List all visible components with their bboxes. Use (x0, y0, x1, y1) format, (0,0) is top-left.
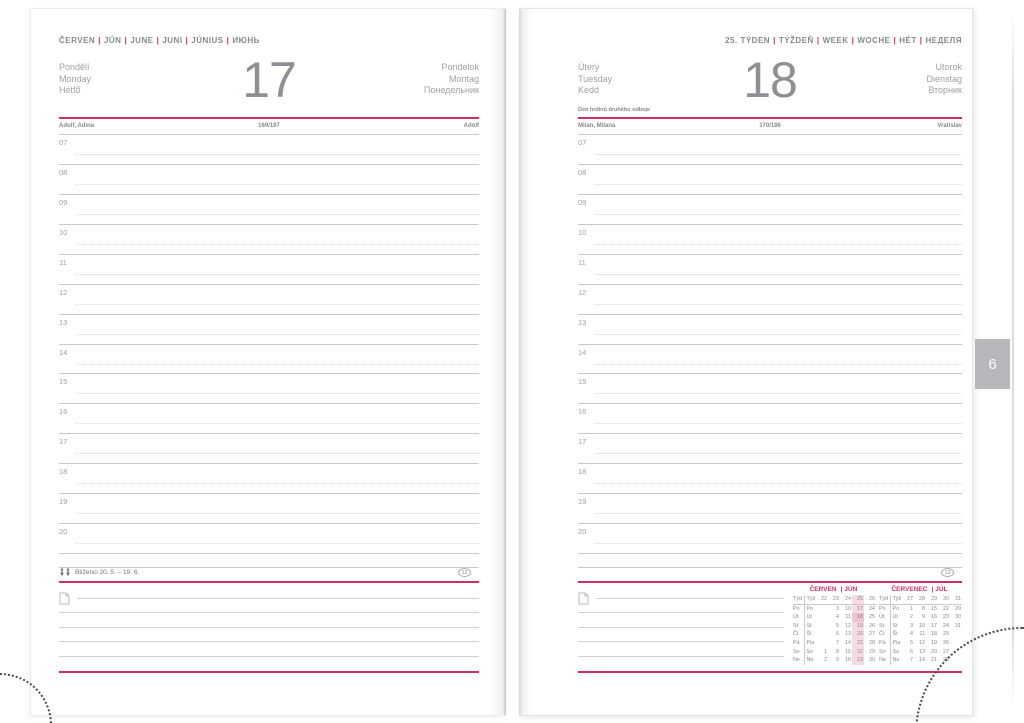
calendar-day-cell: 10 (845, 605, 851, 612)
header-word: ИЮНЬ (232, 36, 260, 45)
half-hour-line (76, 393, 479, 394)
pipe-separator: | (919, 36, 923, 45)
day-label-cz: Po (793, 605, 800, 612)
hour-label: 08 (59, 167, 68, 177)
nameday-row (59, 121, 479, 133)
note-line (578, 627, 784, 628)
note-line (77, 598, 479, 599)
day-label-sk: Ne (890, 656, 902, 665)
hour-label: 20 (59, 527, 68, 537)
calendar-day-cell: 22 (852, 648, 864, 657)
note-line (578, 641, 784, 642)
calendar-day-cell: 16 (845, 657, 851, 664)
hour-label: 19 (59, 497, 68, 507)
calendar-day-cell: 28 (943, 657, 949, 664)
hour-row (59, 344, 479, 374)
day-label-sk: Pia (804, 639, 816, 648)
notes-area (59, 590, 479, 665)
hour-label: 14 (578, 347, 587, 357)
half-hour-line (76, 453, 479, 454)
calendar-day-cell (816, 639, 828, 648)
hour-label: 15 (59, 377, 68, 387)
calendar-day-cell: 26 (869, 622, 875, 629)
hour-label: 13 (59, 317, 68, 327)
day-label-sk: So (890, 648, 902, 657)
day-name: Utorok (935, 62, 962, 72)
week-label: Týž (890, 595, 902, 604)
zodiac-label: Blíženci 20. 5. – 19. 6. (75, 569, 140, 576)
note-line (59, 627, 479, 628)
day-label-cz: St (879, 622, 885, 629)
pipe-separator: | (931, 586, 934, 593)
day-name: Pondelok (441, 62, 479, 72)
calendar-day-cell: 4 (836, 614, 839, 621)
hour-label: 17 (578, 437, 587, 447)
header-word: НЕДЕЛЯ (925, 36, 962, 45)
hour-row (578, 224, 962, 254)
hour-row (578, 493, 962, 523)
calendar-day-cell: 1 (824, 648, 827, 655)
hour-row (578, 523, 962, 553)
day-name: Вторник (928, 85, 962, 95)
hour-label: 07 (59, 138, 68, 147)
header-word: HÉT (899, 36, 917, 45)
calendar-day-cell: 15 (845, 648, 851, 655)
hour-label: 14 (59, 347, 68, 357)
hour-label: 08 (578, 167, 587, 177)
day-label-sk: Ut (890, 613, 902, 622)
day-label-cz: Pá (793, 639, 800, 646)
week-number-cell: 28 (914, 595, 926, 604)
hour-label: 10 (59, 227, 68, 237)
day-of-year-counter: 170/196 (759, 123, 781, 129)
calendar-day-cell: 19 (931, 639, 937, 646)
calendar-day-cell: 25 (943, 631, 949, 638)
hour-label: 16 (578, 407, 587, 417)
hour-row (59, 254, 479, 284)
calendar-day-cell: 12 (845, 622, 851, 629)
header-word: JÚNIUS (191, 36, 224, 45)
zodiac-row (59, 565, 479, 580)
note-line (59, 641, 479, 642)
day-name: Monday (59, 73, 92, 84)
pipe-separator: | (156, 36, 160, 45)
calendar-day-cell: 9 (836, 657, 839, 664)
hour-label: 07 (578, 138, 587, 147)
calendar-day-cell: 9 (922, 614, 925, 621)
week-number-cell: 26 (864, 595, 876, 604)
calendar-day-cell: 1 (910, 605, 913, 612)
nameday-slovak: Vratislav (937, 123, 962, 129)
week-number-cell: 29 (926, 595, 938, 604)
hour-row (578, 463, 962, 493)
calendar-day-cell: 29 (955, 605, 961, 612)
accent-rule-top (59, 117, 479, 119)
header-word: ČERVENEC (891, 586, 928, 593)
week-label: Týd (793, 595, 804, 604)
calendar-day-row (879, 613, 962, 622)
calendar-day-cell: 10 (919, 622, 925, 629)
mini-calendar (793, 584, 876, 671)
calendar-day-cell: 20 (852, 630, 864, 639)
half-hour-line (595, 334, 962, 335)
note-page-icon (578, 592, 589, 605)
calendar-day-cell: 3 (910, 622, 913, 629)
half-hour-line (595, 543, 962, 544)
accent-rule-middle (578, 581, 962, 583)
hour-label: 11 (59, 257, 67, 267)
day-label-cz: Čt (879, 631, 885, 638)
calendar-day-cell (950, 630, 962, 639)
hour-label: 09 (59, 197, 68, 207)
day-label-cz: Ne (879, 657, 886, 664)
half-hour-line (76, 543, 479, 544)
hour-row (59, 433, 479, 463)
pipe-separator: | (185, 36, 189, 45)
pipe-separator: | (98, 36, 101, 45)
hour-row (59, 373, 479, 403)
calendar-day-row (879, 622, 962, 631)
half-hour-line (76, 154, 479, 155)
calendar-day-cell: 30 (869, 657, 875, 664)
calendar-day-cell: 18 (852, 613, 864, 622)
hour-schedule-grid (578, 134, 962, 554)
half-hour-line (76, 334, 479, 335)
significant-day-label: Den hrdinů druhého odboje (578, 107, 651, 113)
day-names-right-column (424, 62, 479, 97)
hour-row (59, 523, 479, 553)
week-number-cell: 24 (840, 595, 852, 604)
hour-row (59, 403, 479, 433)
half-hour-line (76, 304, 479, 305)
half-hour-line (76, 483, 479, 484)
calendar-day-row (879, 639, 962, 648)
half-hour-line (595, 154, 962, 155)
week-number-cell: 25 (852, 595, 864, 604)
calendar-day-cell: 11 (919, 631, 925, 638)
nameday-czech: Adolf, Adina (59, 123, 95, 129)
right-page (519, 8, 973, 716)
calendar-day-cell: 2 (910, 614, 913, 621)
notes-area (578, 590, 784, 665)
header-word: TÝŽDEŇ (778, 36, 814, 45)
hour-label: 13 (578, 317, 587, 327)
pipe-separator: | (124, 36, 128, 45)
hour-label: 09 (578, 197, 587, 207)
half-hour-line (595, 274, 962, 275)
note-line (578, 656, 784, 657)
week-language-header (725, 36, 962, 45)
half-hour-line (76, 184, 479, 185)
day-label-sk: Po (890, 604, 902, 613)
hour-label: 11 (578, 257, 586, 267)
mini-calendars (793, 584, 962, 671)
half-hour-line (595, 513, 962, 514)
gemini-icon (59, 568, 71, 578)
day-name: Hétfő (59, 85, 81, 95)
hour-row (59, 314, 479, 344)
calendar-day-cell (816, 630, 828, 639)
header-word: ČERVEN (59, 36, 96, 45)
calendar-day-cell: 4 (910, 631, 913, 638)
moon-day-badge: 13 (941, 568, 954, 577)
day-label-cz: St (793, 622, 799, 629)
hour-label: 12 (59, 287, 68, 297)
day-label-cz: Pá (879, 639, 886, 646)
calendar-day-row (793, 648, 876, 657)
hour-row (578, 403, 962, 433)
day-label-cz: Čt (793, 631, 799, 638)
calendar-day-cell: 17 (852, 604, 864, 613)
day-label-sk: Št (804, 630, 816, 639)
calendar-day-cell: 22 (943, 605, 949, 612)
hour-label: 19 (578, 497, 587, 507)
calendar-day-cell (816, 613, 828, 622)
calendar-day-cell: 28 (869, 639, 875, 646)
badge-row (578, 565, 962, 580)
calendar-day-cell: 31 (955, 622, 961, 629)
calendar-day-row (793, 639, 876, 648)
half-hour-line (76, 364, 479, 365)
hour-row (59, 134, 479, 164)
hour-row (578, 164, 962, 194)
calendar-day-row (879, 604, 962, 613)
nameday-czech: Milan, Milana (578, 123, 616, 129)
half-hour-line (595, 483, 962, 484)
half-hour-line (595, 214, 962, 215)
calendar-day-cell: 16 (931, 614, 937, 621)
pipe-separator: | (773, 36, 776, 45)
month-index-tab: 6 (975, 339, 1010, 389)
day-label-sk: Ne (804, 656, 816, 665)
day-label-sk: Št (890, 630, 902, 639)
calendar-day-cell: 6 (836, 631, 839, 638)
note-page-icon (59, 592, 70, 605)
hour-label: 12 (578, 287, 587, 297)
hour-row (59, 194, 479, 224)
calendar-day-cell: 21 (931, 657, 937, 664)
hour-row (578, 433, 962, 463)
calendar-day-cell: 23 (943, 614, 949, 621)
day-label-cz: Ne (793, 657, 800, 664)
note-line (59, 656, 479, 657)
day-name: Понедельник (423, 85, 479, 95)
header-word: ČERVEN (809, 586, 837, 593)
calendar-day-cell: 13 (919, 648, 925, 655)
calendar-day-cell: 27 (869, 631, 875, 638)
day-label-sk: St (890, 622, 902, 631)
pipe-separator: | (840, 586, 843, 593)
hour-label: 16 (59, 407, 68, 417)
hour-label: 15 (578, 377, 587, 387)
calendar-day-cell (816, 604, 828, 613)
hour-row (578, 344, 962, 374)
calendar-day-cell: 6 (910, 648, 913, 655)
page-stack-edge (1012, 12, 1014, 710)
calendar-day-row (793, 656, 876, 665)
left-page (30, 8, 506, 716)
hour-row (578, 254, 962, 284)
calendar-week-row (793, 595, 876, 604)
day-label-cz: Út (879, 614, 885, 621)
half-hour-line (76, 244, 479, 245)
header-word: WEEK (822, 36, 849, 45)
day-name: Montag (448, 73, 479, 84)
day-label-sk: So (804, 648, 816, 657)
week-number-cell: 27 (902, 595, 914, 604)
calendar-day-cell: 5 (910, 639, 913, 646)
day-name: Kedd (578, 85, 600, 95)
calendar-day-cell: 15 (931, 605, 937, 612)
mini-calendar-title (879, 584, 962, 595)
day-label-cz: So (793, 648, 800, 655)
hour-label: 20 (578, 527, 587, 537)
hour-row (59, 224, 479, 254)
calendar-day-cell: 30 (955, 614, 961, 621)
half-hour-line (595, 364, 962, 365)
hour-row (578, 194, 962, 224)
calendar-day-cell: 14 (919, 657, 925, 664)
day-names-right-column (926, 62, 962, 97)
day-label-cz: Po (879, 605, 886, 612)
calendar-day-row (793, 613, 876, 622)
note-line (578, 612, 784, 613)
day-label-sk: St (804, 622, 816, 631)
half-hour-line (595, 304, 962, 305)
calendar-day-cell: 8 (922, 605, 925, 612)
calendar-day-cell: 11 (845, 614, 851, 621)
day-name: Dienstag (926, 73, 962, 84)
calendar-day-row (879, 630, 962, 639)
hour-row (59, 284, 479, 314)
hour-row (59, 463, 479, 493)
day-name: Tuesday (578, 73, 613, 84)
half-hour-line (76, 513, 479, 514)
calendar-day-cell: 20 (931, 648, 937, 655)
mini-calendar-title (793, 584, 876, 595)
header-word: JÚN (103, 36, 122, 45)
header-word: JUNI (162, 36, 183, 45)
calendar-day-cell: 8 (836, 648, 839, 655)
calendar-day-cell: 26 (943, 639, 949, 646)
calendar-day-cell: 2 (824, 657, 827, 664)
calendar-day-cell: 25 (869, 614, 875, 621)
hour-row (578, 314, 962, 344)
day-name: Úterý (578, 62, 600, 72)
week-number-cell: 30 (938, 595, 950, 604)
hour-label: 17 (59, 437, 68, 447)
nameday-slovak: Adolf (463, 123, 479, 129)
half-hour-line (76, 274, 479, 275)
header-word: JUNE (130, 36, 154, 45)
mini-calendar-table (793, 595, 876, 665)
pipe-separator: | (816, 36, 820, 45)
calendar-day-cell: 17 (931, 622, 937, 629)
pipe-separator: | (226, 36, 230, 45)
moon-day-badge: 12 (458, 568, 471, 577)
day-number: 17 (242, 52, 296, 108)
calendar-day-cell: 3 (836, 605, 839, 612)
day-number: 18 (743, 52, 797, 108)
calendar-day-cell: 7 (836, 639, 839, 646)
day-label-cz: Út (793, 614, 799, 621)
accent-rule-middle (59, 581, 479, 583)
half-hour-line (76, 214, 479, 215)
pipe-separator: | (851, 36, 855, 45)
calendar-day-cell: 24 (869, 605, 875, 612)
calendar-day-cell: 18 (931, 631, 937, 638)
hour-label: 10 (578, 227, 587, 237)
calendar-day-cell: 27 (943, 648, 949, 655)
hour-label: 18 (59, 467, 68, 477)
day-name: Pondělí (59, 62, 90, 72)
calendar-day-cell: 19 (852, 622, 864, 631)
calendar-day-cell: 13 (845, 631, 851, 638)
week-number-cell: 22 (816, 595, 828, 604)
half-hour-line (595, 453, 962, 454)
half-hour-line (595, 184, 962, 185)
header-word: JÚN (844, 586, 858, 593)
week-label: Týd (879, 595, 890, 604)
note-line (596, 598, 784, 599)
hour-row (578, 373, 962, 403)
accent-rule-bottom (578, 671, 962, 673)
calendar-day-row (793, 622, 876, 631)
half-hour-line (595, 423, 962, 424)
calendar-day-cell: 5 (836, 622, 839, 629)
calendar-day-cell: 7 (910, 657, 913, 664)
half-hour-line (595, 393, 962, 394)
calendar-day-row (793, 604, 876, 613)
header-word: WOCHE (857, 36, 891, 45)
hour-row (59, 493, 479, 523)
calendar-day-cell: 29 (869, 648, 875, 655)
hour-row (59, 164, 479, 194)
header-word: 25. TÝDEN (725, 36, 771, 45)
day-label-sk: Pia (890, 639, 902, 648)
hour-schedule-grid (59, 134, 479, 554)
week-number-cell: 23 (828, 595, 840, 604)
day-label-sk: Po (804, 604, 816, 613)
header-word: JÚL (935, 586, 948, 593)
calendar-day-cell: 14 (845, 639, 851, 646)
calendar-day-cell: 24 (943, 622, 949, 629)
note-line (59, 612, 479, 613)
week-number-cell: 31 (950, 595, 962, 604)
week-label: Týž (804, 595, 816, 604)
hour-label: 18 (578, 467, 587, 477)
calendar-day-cell: 21 (852, 639, 864, 648)
pipe-separator: | (893, 36, 897, 45)
day-label-sk: Ut (804, 613, 816, 622)
month-language-header (59, 36, 260, 45)
accent-rule-bottom (59, 671, 479, 673)
half-hour-line (595, 244, 962, 245)
calendar-day-cell (816, 622, 828, 631)
calendar-day-row (793, 630, 876, 639)
accent-rule-top (578, 117, 962, 119)
calendar-day-cell: 12 (919, 639, 925, 646)
nameday-row (578, 121, 962, 133)
day-of-year-counter: 169/197 (258, 123, 280, 129)
calendar-week-row (879, 595, 962, 604)
half-hour-line (76, 423, 479, 424)
hour-row (578, 134, 962, 164)
calendar-day-cell: 23 (852, 656, 864, 665)
day-label-cz: So (879, 648, 886, 655)
hour-row (578, 284, 962, 314)
